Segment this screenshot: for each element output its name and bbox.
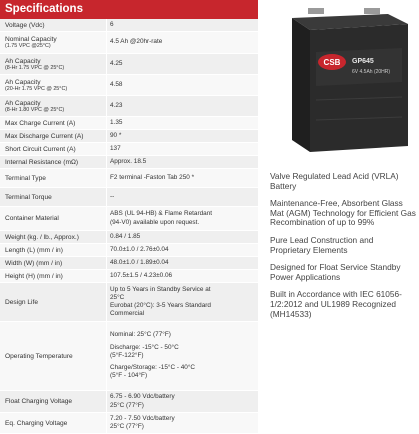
- spec-row: [0, 96, 258, 117]
- spec-label-wrap: [5, 133, 83, 140]
- spec-value-cell: [107, 143, 258, 155]
- spec-label: Max Charge Current (A): [5, 119, 76, 127]
- spec-row: [0, 19, 258, 32]
- spec-row: [0, 130, 258, 143]
- spec-label-cell: [0, 270, 107, 282]
- spec-label-wrap: [5, 353, 73, 360]
- spec-value: F2 terminal -Faston Tab 250 *: [110, 173, 195, 181]
- spec-label: Short Circuit Current (A): [5, 145, 76, 153]
- spec-value: 25°C (77°F): [110, 423, 144, 430]
- spec-label-cell: [0, 96, 107, 116]
- spec-value: Up to 5 Years in Standby Service at: [110, 285, 211, 293]
- specifications-header: Specifications: [0, 0, 258, 19]
- spec-label-wrap: [5, 58, 64, 71]
- spec-label-cell: [0, 54, 107, 74]
- spec-row: [0, 283, 258, 322]
- spec-label-cell: [0, 130, 107, 142]
- spec-label: Terminal Torque: [5, 193, 52, 201]
- spec-row: [0, 156, 258, 169]
- spec-value: 7.20 - 7.50 Vdc/battery: [110, 414, 175, 422]
- spec-label-wrap: [5, 260, 62, 267]
- spec-label-sub: (1.75 VPC @25°C): [5, 43, 51, 49]
- spec-value: 4.23: [110, 101, 123, 109]
- spec-value: 48.0±1.0 / 1.89±0.04: [110, 258, 169, 266]
- spec-value-cell: [107, 19, 258, 31]
- spec-value: Eurobat (20°C): 3-5 Years Standard: [110, 302, 211, 309]
- spec-value: 0.84 / 1.85: [110, 232, 141, 240]
- spec-label-cell: [0, 19, 107, 31]
- spec-value-cell: [107, 75, 258, 95]
- feature-item: Maintenance-Free, Absorbent Glass Mat (AGM) Technology for Efficient Gas Recombination of up to 99%: [270, 198, 416, 228]
- brand-text: CSB: [323, 58, 341, 67]
- spec-row: [0, 231, 258, 244]
- spec-label-wrap: [5, 36, 57, 49]
- battery-illustration: [278, 0, 419, 160]
- spec-value: Commercial: [110, 310, 145, 318]
- spec-row: [0, 270, 258, 283]
- spec-row: [0, 54, 258, 75]
- spec-value-cell: [107, 54, 258, 74]
- feature-item: Pure Lead Construction and Proprietary Elements: [270, 234, 374, 255]
- spec-label-cell: [0, 117, 107, 129]
- spec-label-cell: [0, 32, 107, 53]
- spec-label-wrap: [5, 159, 78, 166]
- spec-row: [0, 32, 258, 54]
- spec-value-cell: [107, 130, 258, 142]
- spec-value: 70.0±1.0 / 2.76±0.04: [110, 245, 169, 253]
- battery-front: [310, 24, 408, 152]
- spec-label-wrap: [5, 215, 59, 222]
- spec-value: (5°F - 104°F): [110, 372, 148, 380]
- spec-label-cell: [0, 283, 107, 321]
- spec-value: 107.5±1.5 / 4.23±0.06: [110, 271, 173, 279]
- spec-value-cell: [107, 169, 258, 187]
- spec-label-wrap: [5, 273, 63, 280]
- spec-value: 1.35: [110, 118, 123, 126]
- spec-value-cell: [107, 413, 258, 433]
- spec-value-cell: [107, 270, 258, 282]
- spec-label-cell: [0, 169, 107, 187]
- spec-value: 25°C: [110, 293, 125, 301]
- spec-label: Container Material: [5, 215, 59, 222]
- spec-label: Ah Capacity: [5, 78, 41, 86]
- spec-label-sub: (8-Hr 1.75 VPC @ 25°C): [5, 64, 65, 71]
- spec-label-cell: [0, 75, 107, 95]
- spec-label-wrap: [5, 420, 67, 427]
- spec-row: [0, 143, 258, 156]
- spec-value-cell: [107, 322, 258, 390]
- spec-label: Length (L) (mm / in): [5, 246, 63, 254]
- spec-label: Voltage (Vdc): [5, 21, 45, 29]
- spec-label: Ah Capacity: [5, 99, 41, 107]
- spec-row: [0, 391, 258, 413]
- spec-value-cell: [107, 391, 258, 412]
- spec-value-cell: [107, 244, 258, 256]
- spec-value-cell: [107, 283, 258, 321]
- spec-label-wrap: [5, 120, 75, 127]
- spec-value-cell: [107, 96, 258, 116]
- spec-label: Width (W) (mm / in): [5, 259, 63, 267]
- spec-label-cell: [0, 143, 107, 155]
- spec-label-wrap: [5, 175, 46, 182]
- spec-label-wrap: [5, 234, 79, 241]
- spec-value: --: [110, 192, 115, 200]
- spec-value: 137: [110, 144, 121, 152]
- spec-value: 4.5 Ah @20hr-rate: [110, 38, 163, 46]
- spec-value: Approx. 18.5: [110, 157, 147, 165]
- spec-label-wrap: [5, 146, 76, 153]
- spec-label: Design Life: [5, 298, 38, 306]
- spec-row: [0, 413, 258, 434]
- spec-value: 6: [110, 20, 114, 28]
- spec-label: Height (H) (mm / in): [5, 272, 63, 280]
- spec-row: [0, 75, 258, 96]
- battery-product-image: [278, 0, 419, 160]
- spec-label-cell: [0, 231, 107, 243]
- spec-row: [0, 169, 258, 188]
- spec-label: Float Charging Voltage: [5, 398, 73, 405]
- terminal-right: [364, 8, 380, 14]
- spec-value-cell: [107, 207, 258, 230]
- feature-item: Valve Regulated Lead Acid (VRLA) Battery: [270, 171, 399, 191]
- spec-value-cell: [107, 188, 258, 206]
- spec-label-cell: [0, 391, 107, 412]
- spec-value: 6.75 - 6.90 Vdc/battery: [110, 393, 175, 401]
- spec-label: Max Discharge Current (A): [5, 132, 84, 140]
- spec-value: 4.58: [110, 80, 123, 88]
- spec-value: (5°F-122°F): [110, 351, 144, 359]
- spec-label-wrap: [5, 299, 38, 306]
- spec-row: [0, 117, 258, 130]
- spec-label: Ah Capacity: [5, 57, 41, 65]
- spec-label: Weight (kg. / lb., Approx.): [5, 233, 79, 241]
- battery-side: [292, 18, 310, 152]
- rating-text: 6V 4.5Ah (20HR): [352, 69, 391, 75]
- spec-value-cell: [107, 32, 258, 53]
- spec-label-cell: [0, 244, 107, 256]
- spec-value-cell: [107, 231, 258, 243]
- terminal-left: [308, 8, 324, 14]
- spec-value: Nominal: 25°C (77°F): [110, 331, 171, 339]
- spec-value: 4.25: [110, 59, 123, 67]
- spec-row: [0, 188, 258, 207]
- spec-value-cell: [107, 156, 258, 168]
- spec-label-wrap: [5, 79, 67, 92]
- spec-label-wrap: [5, 22, 45, 29]
- features-list: [270, 172, 416, 327]
- spec-value: 25°C (77°F): [110, 401, 144, 409]
- spec-label: Internal Resistance (mΩ): [5, 158, 79, 166]
- spec-value: Discharge: -15°C - 50°C: [110, 343, 179, 351]
- spec-value: (94-V0) available upon request.: [110, 218, 200, 226]
- spec-row: [0, 207, 258, 231]
- spec-label: Terminal Type: [5, 174, 46, 182]
- spec-label-wrap: [5, 247, 63, 254]
- spec-label-wrap: [5, 194, 52, 201]
- spec-label-cell: [0, 156, 107, 168]
- feature-item: Designed for Float Service Standby Power Applications: [270, 262, 401, 282]
- spec-label-sub: (20-Hr 1.75 VPC @ 25°C): [5, 85, 68, 92]
- spec-label: Eq. Charging Voltage: [5, 419, 68, 427]
- spec-value: 90 *: [110, 131, 122, 139]
- spec-label-cell: [0, 257, 107, 269]
- spec-row: [0, 322, 258, 391]
- spec-label: Nominal Capacity: [5, 36, 57, 43]
- spec-label-wrap: [5, 398, 72, 405]
- spec-label-cell: [0, 413, 107, 433]
- spec-value: Charge/Storage: -15°C - 40°C: [110, 364, 196, 372]
- spec-label-cell: [0, 188, 107, 206]
- feature-item: Built in Accordance with IEC 61056-1/2:2012 and UL1989 Recognized (MH14533): [270, 289, 402, 319]
- spec-row: [0, 244, 258, 257]
- spec-row: [0, 257, 258, 270]
- spec-label-wrap: [5, 100, 64, 113]
- spec-value-cell: [107, 117, 258, 129]
- spec-label-cell: [0, 207, 107, 230]
- model-text: GP645: [352, 58, 374, 65]
- spec-label-sub: (8-Hr 1.80 VPC @ 25°C): [5, 106, 65, 113]
- spec-rows: [0, 19, 258, 434]
- spec-value-cell: [107, 257, 258, 269]
- spec-label: Operating Temperature: [5, 352, 73, 360]
- spec-value: ABS (UL 94-HB) & Flame Retardant: [110, 210, 213, 218]
- spec-label-cell: [0, 322, 107, 390]
